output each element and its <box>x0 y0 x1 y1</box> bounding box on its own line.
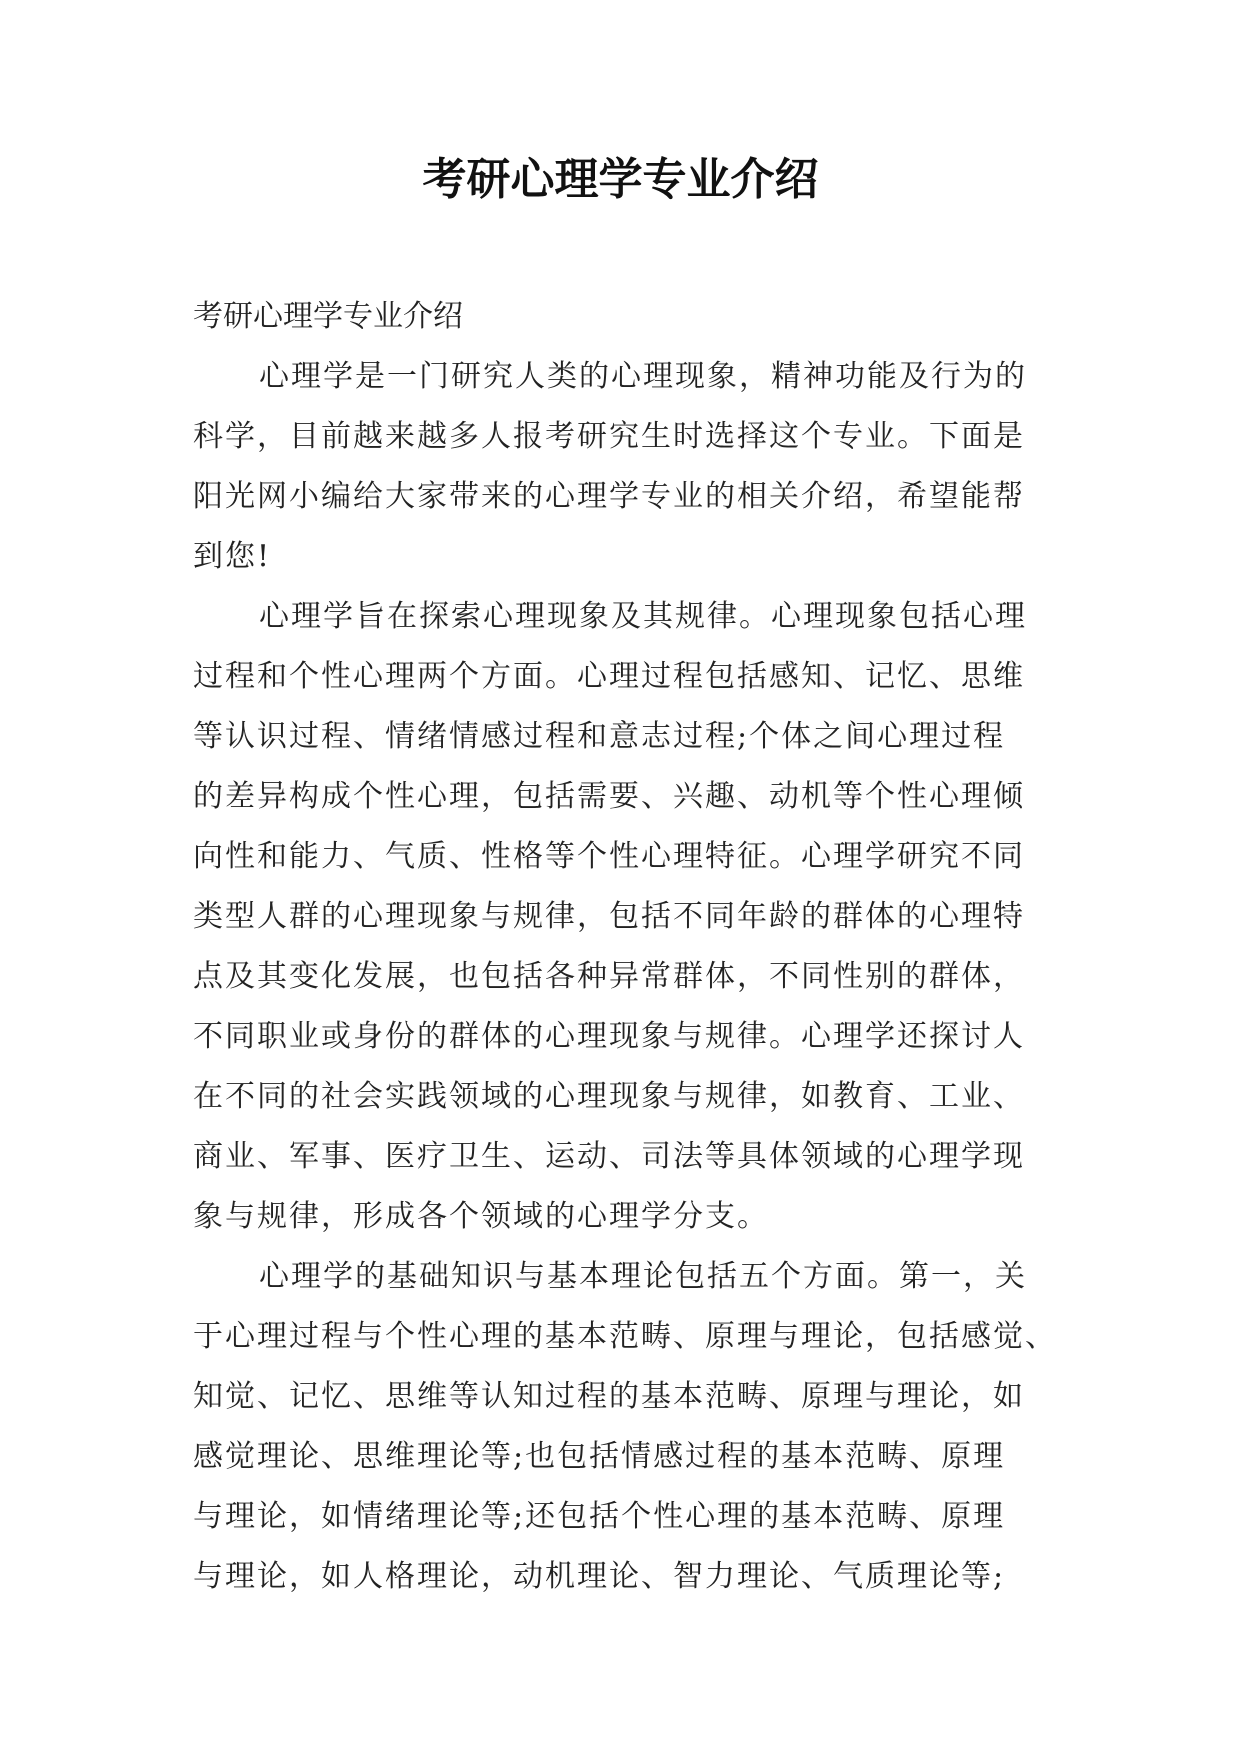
paragraph-line: 心理学是一门研究人类的心理现象，精神功能及行为的 <box>259 359 1027 394</box>
paragraph-line: 的差异构成个性心理，包括需要、兴趣、动机等个性心理倾 <box>193 779 1025 814</box>
paragraph-line: 阳光网小编给大家带来的心理学专业的相关介绍，希望能帮 <box>193 479 1025 514</box>
paragraph-line: 与理论，如人格理论，动机理论、智力理论、气质理论等; <box>193 1559 1006 1594</box>
paragraph-line: 不同职业或身份的群体的心理现象与规律。心理学还探讨人 <box>193 1019 1025 1054</box>
paragraph-line: 知觉、记忆、思维等认知过程的基本范畴、原理与理论，如 <box>193 1379 1025 1414</box>
paragraph-line: 科学，目前越来越多人报考研究生时选择这个专业。下面是 <box>193 419 1025 454</box>
paragraph-line: 心理学旨在探索心理现象及其规律。心理现象包括心理 <box>259 599 1027 634</box>
document-subtitle: 考研心理学专业介绍 <box>193 299 463 334</box>
paragraph-line: 到您! <box>193 539 272 574</box>
paragraph-line: 等认识过程、情绪情感过程和意志过程;个体之间心理过程 <box>193 719 1006 754</box>
paragraph-line: 类型人群的心理现象与规律，包括不同年龄的群体的心理特 <box>193 899 1025 934</box>
document-body <box>193 287 1073 1607</box>
paragraph-line: 于心理过程与个性心理的基本范畴、原理与理论，包括感觉、 <box>193 1319 1057 1354</box>
paragraph-line: 向性和能力、气质、性格等个性心理特征。心理学研究不同 <box>193 839 1025 874</box>
paragraph-line: 在不同的社会实践领域的心理现象与规律，如教育、工业、 <box>193 1079 1025 1114</box>
paragraph-line: 过程和个性心理两个方面。心理过程包括感知、记忆、思维 <box>193 659 1025 694</box>
paragraph-line: 点及其变化发展，也包括各种异常群体，不同性别的群体， <box>193 959 1025 994</box>
paragraph-line: 象与规律，形成各个领域的心理学分支。 <box>193 1199 769 1234</box>
paragraph-line: 商业、军事、医疗卫生、运动、司法等具体领域的心理学现 <box>193 1139 1025 1174</box>
paragraph-3 <box>193 1247 1073 1607</box>
paragraph-line: 心理学的基础知识与基本理论包括五个方面。第一，关 <box>259 1259 1027 1294</box>
paragraph-line: 与理论，如情绪理论等;还包括个性心理的基本范畴、原理 <box>193 1499 1006 1534</box>
paragraph-line: 感觉理论、思维理论等;也包括情感过程的基本范畴、原理 <box>193 1439 1006 1474</box>
document-title: 考研心理学专业介绍 <box>422 154 819 205</box>
paragraph-1 <box>193 347 1073 587</box>
paragraph-2 <box>193 587 1073 1247</box>
